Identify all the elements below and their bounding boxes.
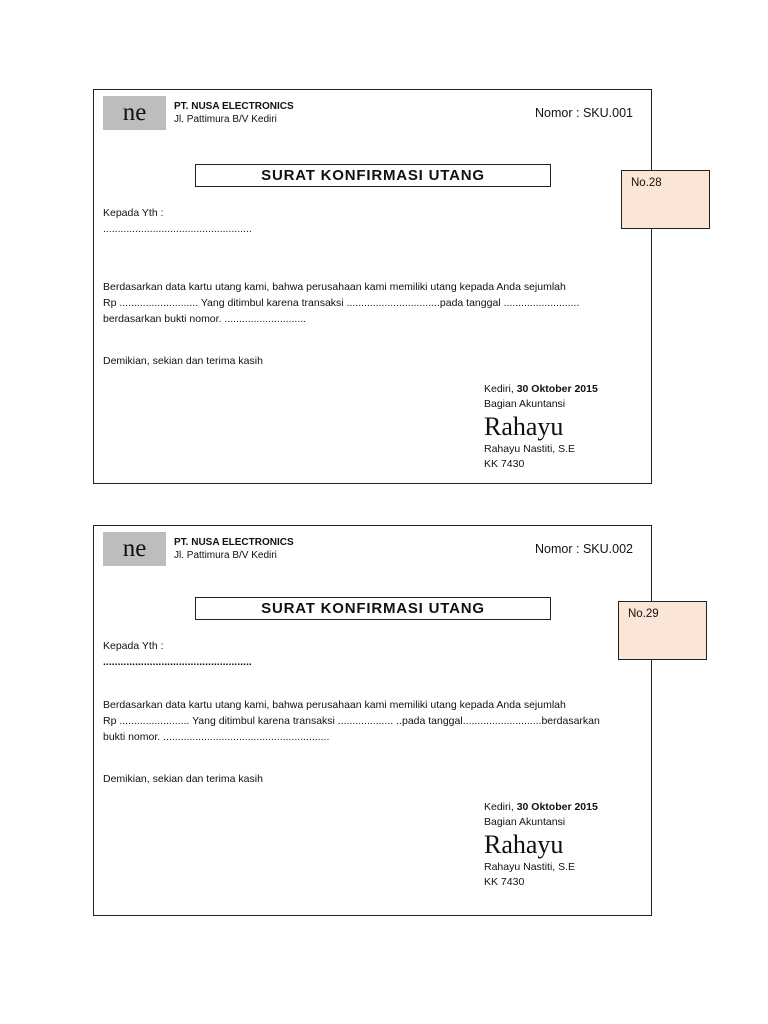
signer-id: KK 7430: [484, 876, 525, 888]
body-line-1: Berdasarkan data kartu utang kami, bahwa perusahaan kami memiliki utang kepada Anda sejumlah: [103, 281, 566, 293]
signature-block: [484, 382, 598, 472]
company-address: Jl. Pattimura B/V Kediri: [174, 550, 277, 561]
document-number: Nomor : SKU.002: [535, 542, 633, 556]
handwritten-signature: Rahayu: [484, 412, 564, 441]
letter-title: SURAT KONFIRMASI UTANG: [195, 164, 551, 187]
date: 30 Oktober 2015: [516, 383, 598, 395]
recipient-blank: ...................................................: [103, 656, 252, 668]
signer-id: KK 7430: [484, 458, 525, 470]
recipient-label: Kepada Yth :: [103, 207, 164, 219]
number-tag: No.28: [621, 170, 710, 229]
confirmation-letter-1: [93, 89, 652, 484]
place-date: [484, 800, 598, 815]
number-tag: No.29: [618, 601, 707, 660]
department: Bagian Akuntansi: [484, 816, 566, 828]
letter-title: SURAT KONFIRMASI UTANG: [195, 597, 551, 620]
body-line-2: Rp ........................... Yang ditimbul karena transaksi ................................pada tanggal ..........................: [103, 297, 580, 309]
recipient-blank: ...................................................: [103, 223, 252, 235]
body-line-3: bukti nomor. .........................................................: [103, 731, 330, 743]
closing-text: Demikian, sekian dan terima kasih: [103, 355, 263, 367]
company-logo: ne: [103, 96, 166, 130]
signer-name: Rahayu Nastiti, S.E: [484, 861, 576, 873]
company-info: [174, 536, 294, 562]
body-line-1: Berdasarkan data kartu utang kami, bahwa perusahaan kami memiliki utang kepada Anda sejumlah: [103, 699, 566, 711]
confirmation-letter-2: [93, 525, 652, 916]
body-line-3: berdasarkan bukti nomor. ............................: [103, 313, 307, 325]
handwritten-signature: Rahayu: [484, 830, 564, 859]
signature-block: [484, 800, 598, 890]
place: Kediri,: [484, 383, 517, 395]
company-name: PT. NUSA ELECTRONICS: [174, 537, 294, 548]
recipient-label: Kepada Yth :: [103, 640, 164, 652]
date: 30 Oktober 2015: [516, 801, 598, 813]
document-number: Nomor : SKU.001: [535, 106, 633, 120]
company-name: PT. NUSA ELECTRONICS: [174, 101, 294, 112]
company-info: [174, 100, 294, 126]
department: Bagian Akuntansi: [484, 398, 566, 410]
closing-text: Demikian, sekian dan terima kasih: [103, 773, 263, 785]
company-address: Jl. Pattimura B/V Kediri: [174, 114, 277, 125]
place: Kediri,: [484, 801, 517, 813]
body-line-2: Rp ........................ Yang ditimbul karena transaksi ................... ..pada tanggal...........................berdasarkan: [103, 715, 600, 727]
place-date: [484, 382, 598, 397]
company-logo: ne: [103, 532, 166, 566]
signer-name: Rahayu Nastiti, S.E: [484, 443, 576, 455]
